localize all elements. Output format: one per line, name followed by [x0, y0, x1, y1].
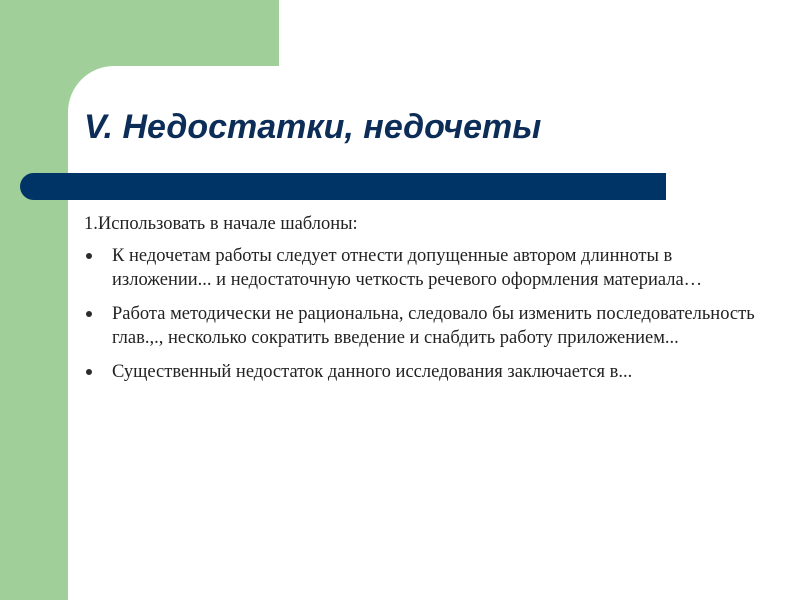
title-underline-bar: [20, 173, 666, 200]
bullet-dot-icon: [86, 369, 92, 375]
intro-line: 1.Использовать в начале шаблоны:: [84, 214, 358, 234]
slide-body: [84, 212, 764, 394]
bullet-list: [84, 244, 764, 384]
slide-title: V. Недостатки, недочеты: [84, 108, 542, 146]
list-item: [84, 244, 764, 292]
bullet-text: Работа методически не рациональна, следовало бы изменить последовательность глав.,., несколько сократить введение и снабдить работу приложением...: [112, 304, 755, 348]
bullet-text: Существенный недостаток данного исследования заключается в...: [112, 362, 633, 382]
bullet-text: К недочетам работы следует отнести допущенные автором длинноты в изложении... и недостаточную четкость речевого оформления материала…: [112, 246, 703, 290]
list-item: [84, 360, 764, 384]
bullet-dot-icon: [86, 311, 92, 317]
bullet-dot-icon: [86, 253, 92, 259]
list-item: [84, 302, 764, 350]
